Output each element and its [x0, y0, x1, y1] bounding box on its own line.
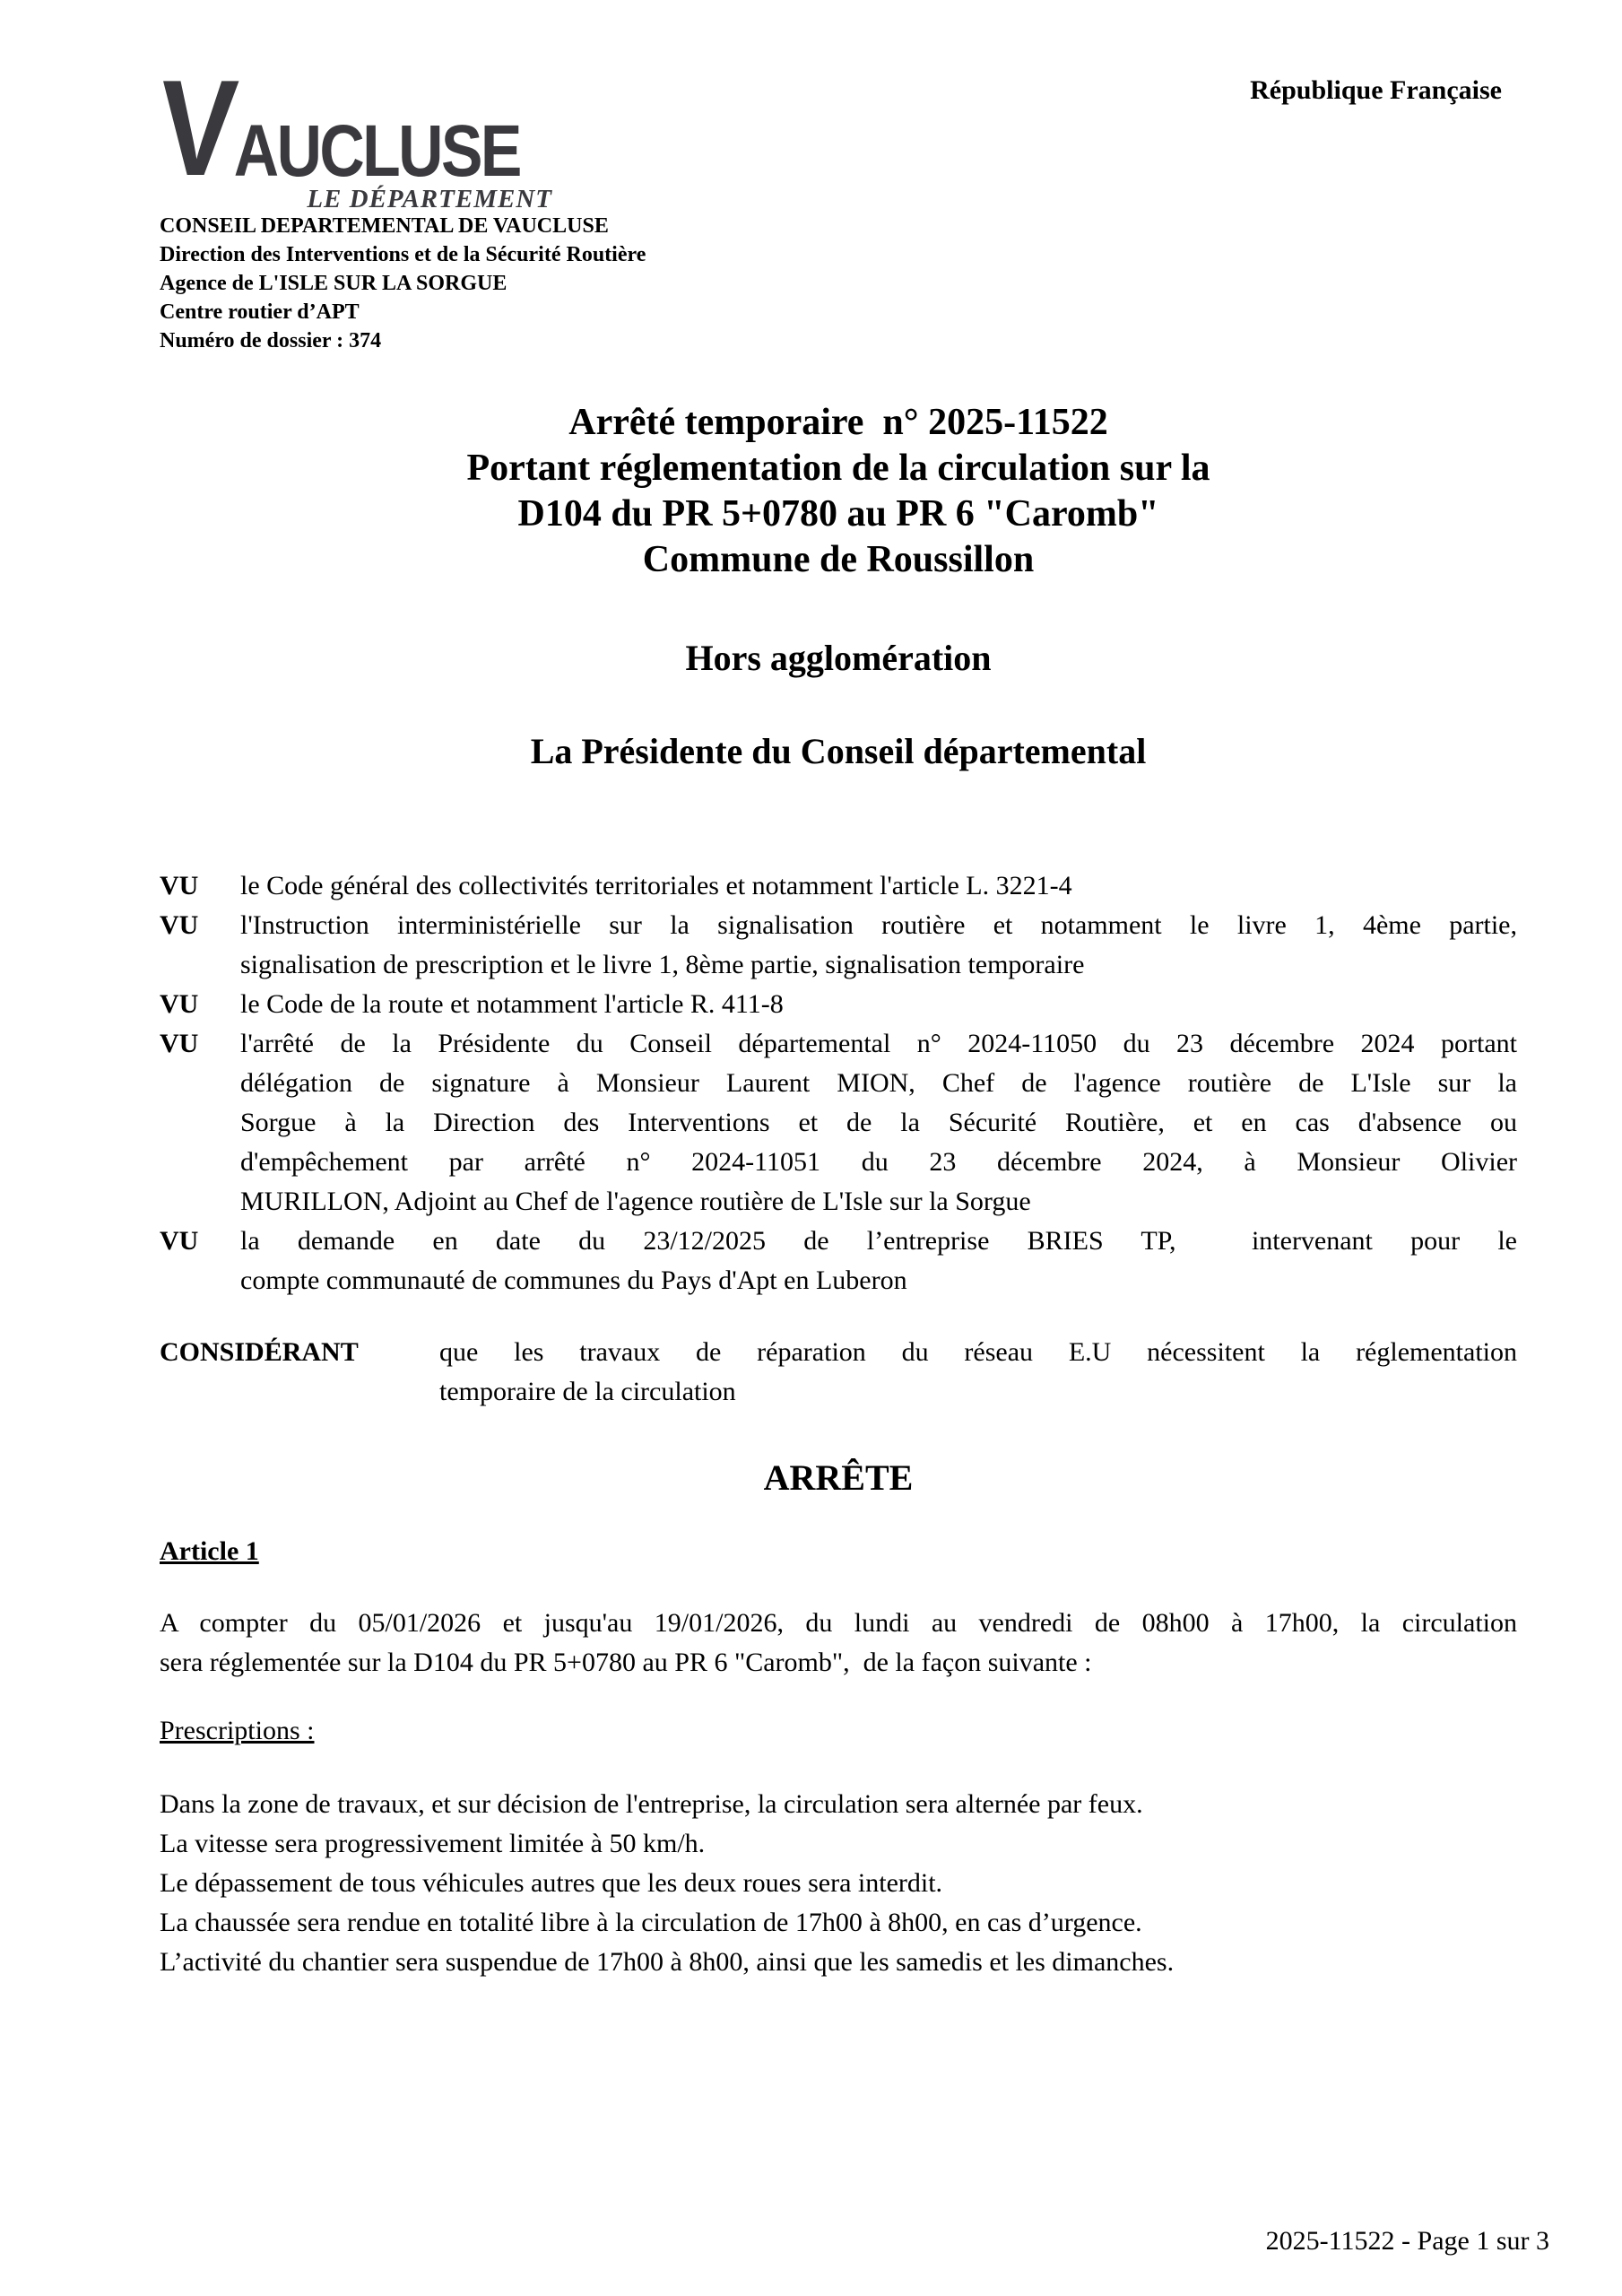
title-line-1: Arrêté temporaire n° 2025-11522 — [568, 402, 1108, 443]
vaucluse-logo-text: AUCLUSE — [233, 110, 520, 193]
considerant-block — [160, 1333, 1517, 1412]
org-line-agence: Agence de L'ISLE SUR LA SORGUE — [160, 272, 507, 295]
subtitle-hors-agglomeration: Hors agglomération — [685, 638, 992, 678]
arrete-heading: ARRÊTE — [763, 1457, 914, 1498]
article-1-heading: Article 1 — [160, 1536, 259, 1566]
vu-text — [240, 985, 1517, 1024]
vu-text-line: la demande en date du 23/12/2025 de l’entreprise BRIES TP, intervenant pour le — [240, 1226, 1517, 1256]
org-header — [160, 212, 646, 355]
vu-list — [160, 866, 1517, 1300]
vu-text-line: l'arrêté de la Présidente du Conseil départemental n° 2024-11050 du 23 décembre 2024 portant — [240, 1029, 1517, 1058]
vu-label: VU — [160, 910, 199, 940]
page-footer: 2025-11522 - Page 1 sur 3 — [1265, 2226, 1549, 2256]
org-line-direction: Direction des Interventions et de la Sécurité Routière — [160, 243, 646, 266]
considerant-text — [439, 1333, 1517, 1412]
vu-label: VU — [160, 1226, 199, 1256]
intro-line: A compter du 05/01/2026 et jusqu'au 19/01/2026, du lundi au vendredi de 08h00 à 17h00, la circulation — [160, 1608, 1517, 1638]
prescriptions-list — [160, 1785, 1517, 1982]
org-line-dossier: Numéro de dossier : 374 — [160, 329, 382, 352]
vu-label: VU — [160, 989, 199, 1019]
vu-text-line: le Code de la route et notamment l'article R. 411-8 — [240, 989, 784, 1019]
vu-text-line: compte communauté de communes du Pays d'Apt en Luberon — [240, 1265, 907, 1295]
vu-text-line: d'empêchement par arrêté n° 2024-11051 du 23 décembre 2024, à Monsieur Olivier — [240, 1147, 1517, 1177]
vu-item-1 — [160, 866, 1517, 906]
vu-text — [240, 1024, 1517, 1222]
considerant-text-line: temporaire de la circulation — [439, 1377, 736, 1406]
vu-label: VU — [160, 871, 199, 900]
vu-text — [240, 866, 1517, 906]
considerant-text-line: que les travaux de réparation du réseau E.U nécessitent la réglementation — [439, 1337, 1517, 1367]
subtitle-presidente: La Présidente du Conseil départemental — [530, 731, 1147, 771]
vu-text-line: l'Instruction interministérielle sur la signalisation routière et notamment le livre 1, 4ème partie, — [240, 910, 1517, 940]
title-line-2: Portant réglementation de la circulation sur la — [466, 448, 1210, 489]
article-1-intro — [160, 1604, 1517, 1683]
prescriptions-heading: Prescriptions : — [160, 1716, 315, 1745]
page-title — [160, 400, 1517, 583]
vu-item-5 — [160, 1222, 1517, 1300]
vu-text-line: Sorgue à la Direction des Interventions et de la Sécurité Routière, et en cas d'absence ou — [240, 1108, 1517, 1137]
vu-item-4 — [160, 1024, 1517, 1222]
prescription-line-1: Dans la zone de travaux, et sur décision de l'entreprise, la circulation sera alternée par feux. — [160, 1789, 1143, 1819]
prescription-line-4: La chaussée sera rendue en totalité libre à la circulation de 17h00 à 8h00, en cas d’urgence. — [160, 1908, 1142, 1937]
vaucluse-logo-v: V — [154, 52, 239, 204]
vaucluse-logo — [154, 52, 626, 214]
title-line-4: Commune de Roussillon — [642, 539, 1035, 580]
intro-line: sera réglementée sur la D104 du PR 5+0780 au PR 6 "Caromb", de la façon suivante : — [160, 1648, 1092, 1677]
republique-francaise-label: République Française — [1250, 75, 1502, 105]
vu-item-3 — [160, 985, 1517, 1024]
org-line-conseil: CONSEIL DEPARTEMENTAL DE VAUCLUSE — [160, 214, 609, 238]
vu-text — [240, 906, 1517, 985]
prescription-line-5: L’activité du chantier sera suspendue de 17h00 à 8h00, ainsi que les samedis et les dimanches. — [160, 1947, 1175, 1977]
vu-label: VU — [160, 1029, 199, 1058]
org-line-centre: Centre routier d’APT — [160, 300, 360, 324]
logo-subtitle: LE DÉPARTEMENT — [307, 184, 552, 213]
vu-text — [240, 1222, 1517, 1300]
vu-item-2 — [160, 906, 1517, 985]
considerant-label: CONSIDÉRANT — [160, 1337, 359, 1367]
title-line-3: D104 du PR 5+0780 au PR 6 "Caromb" — [517, 493, 1159, 535]
vu-text-line: délégation de signature à Monsieur Laurent MION, Chef de l'agence routière de L'Isle sur la — [240, 1068, 1517, 1098]
prescription-line-3: Le dépassement de tous véhicules autres que les deux roues sera interdit. — [160, 1868, 943, 1898]
vu-text-line: le Code général des collectivités territoriales et notamment l'article L. 3221-4 — [240, 871, 1072, 900]
prescription-line-2: La vitesse sera progressivement limitée à 50 km/h. — [160, 1829, 706, 1858]
vu-text-line: MURILLON, Adjoint au Chef de l'agence routière de L'Isle sur la Sorgue — [240, 1187, 1031, 1216]
vu-text-line: signalisation de prescription et le livre 1, 8ème partie, signalisation temporaire — [240, 950, 1085, 979]
